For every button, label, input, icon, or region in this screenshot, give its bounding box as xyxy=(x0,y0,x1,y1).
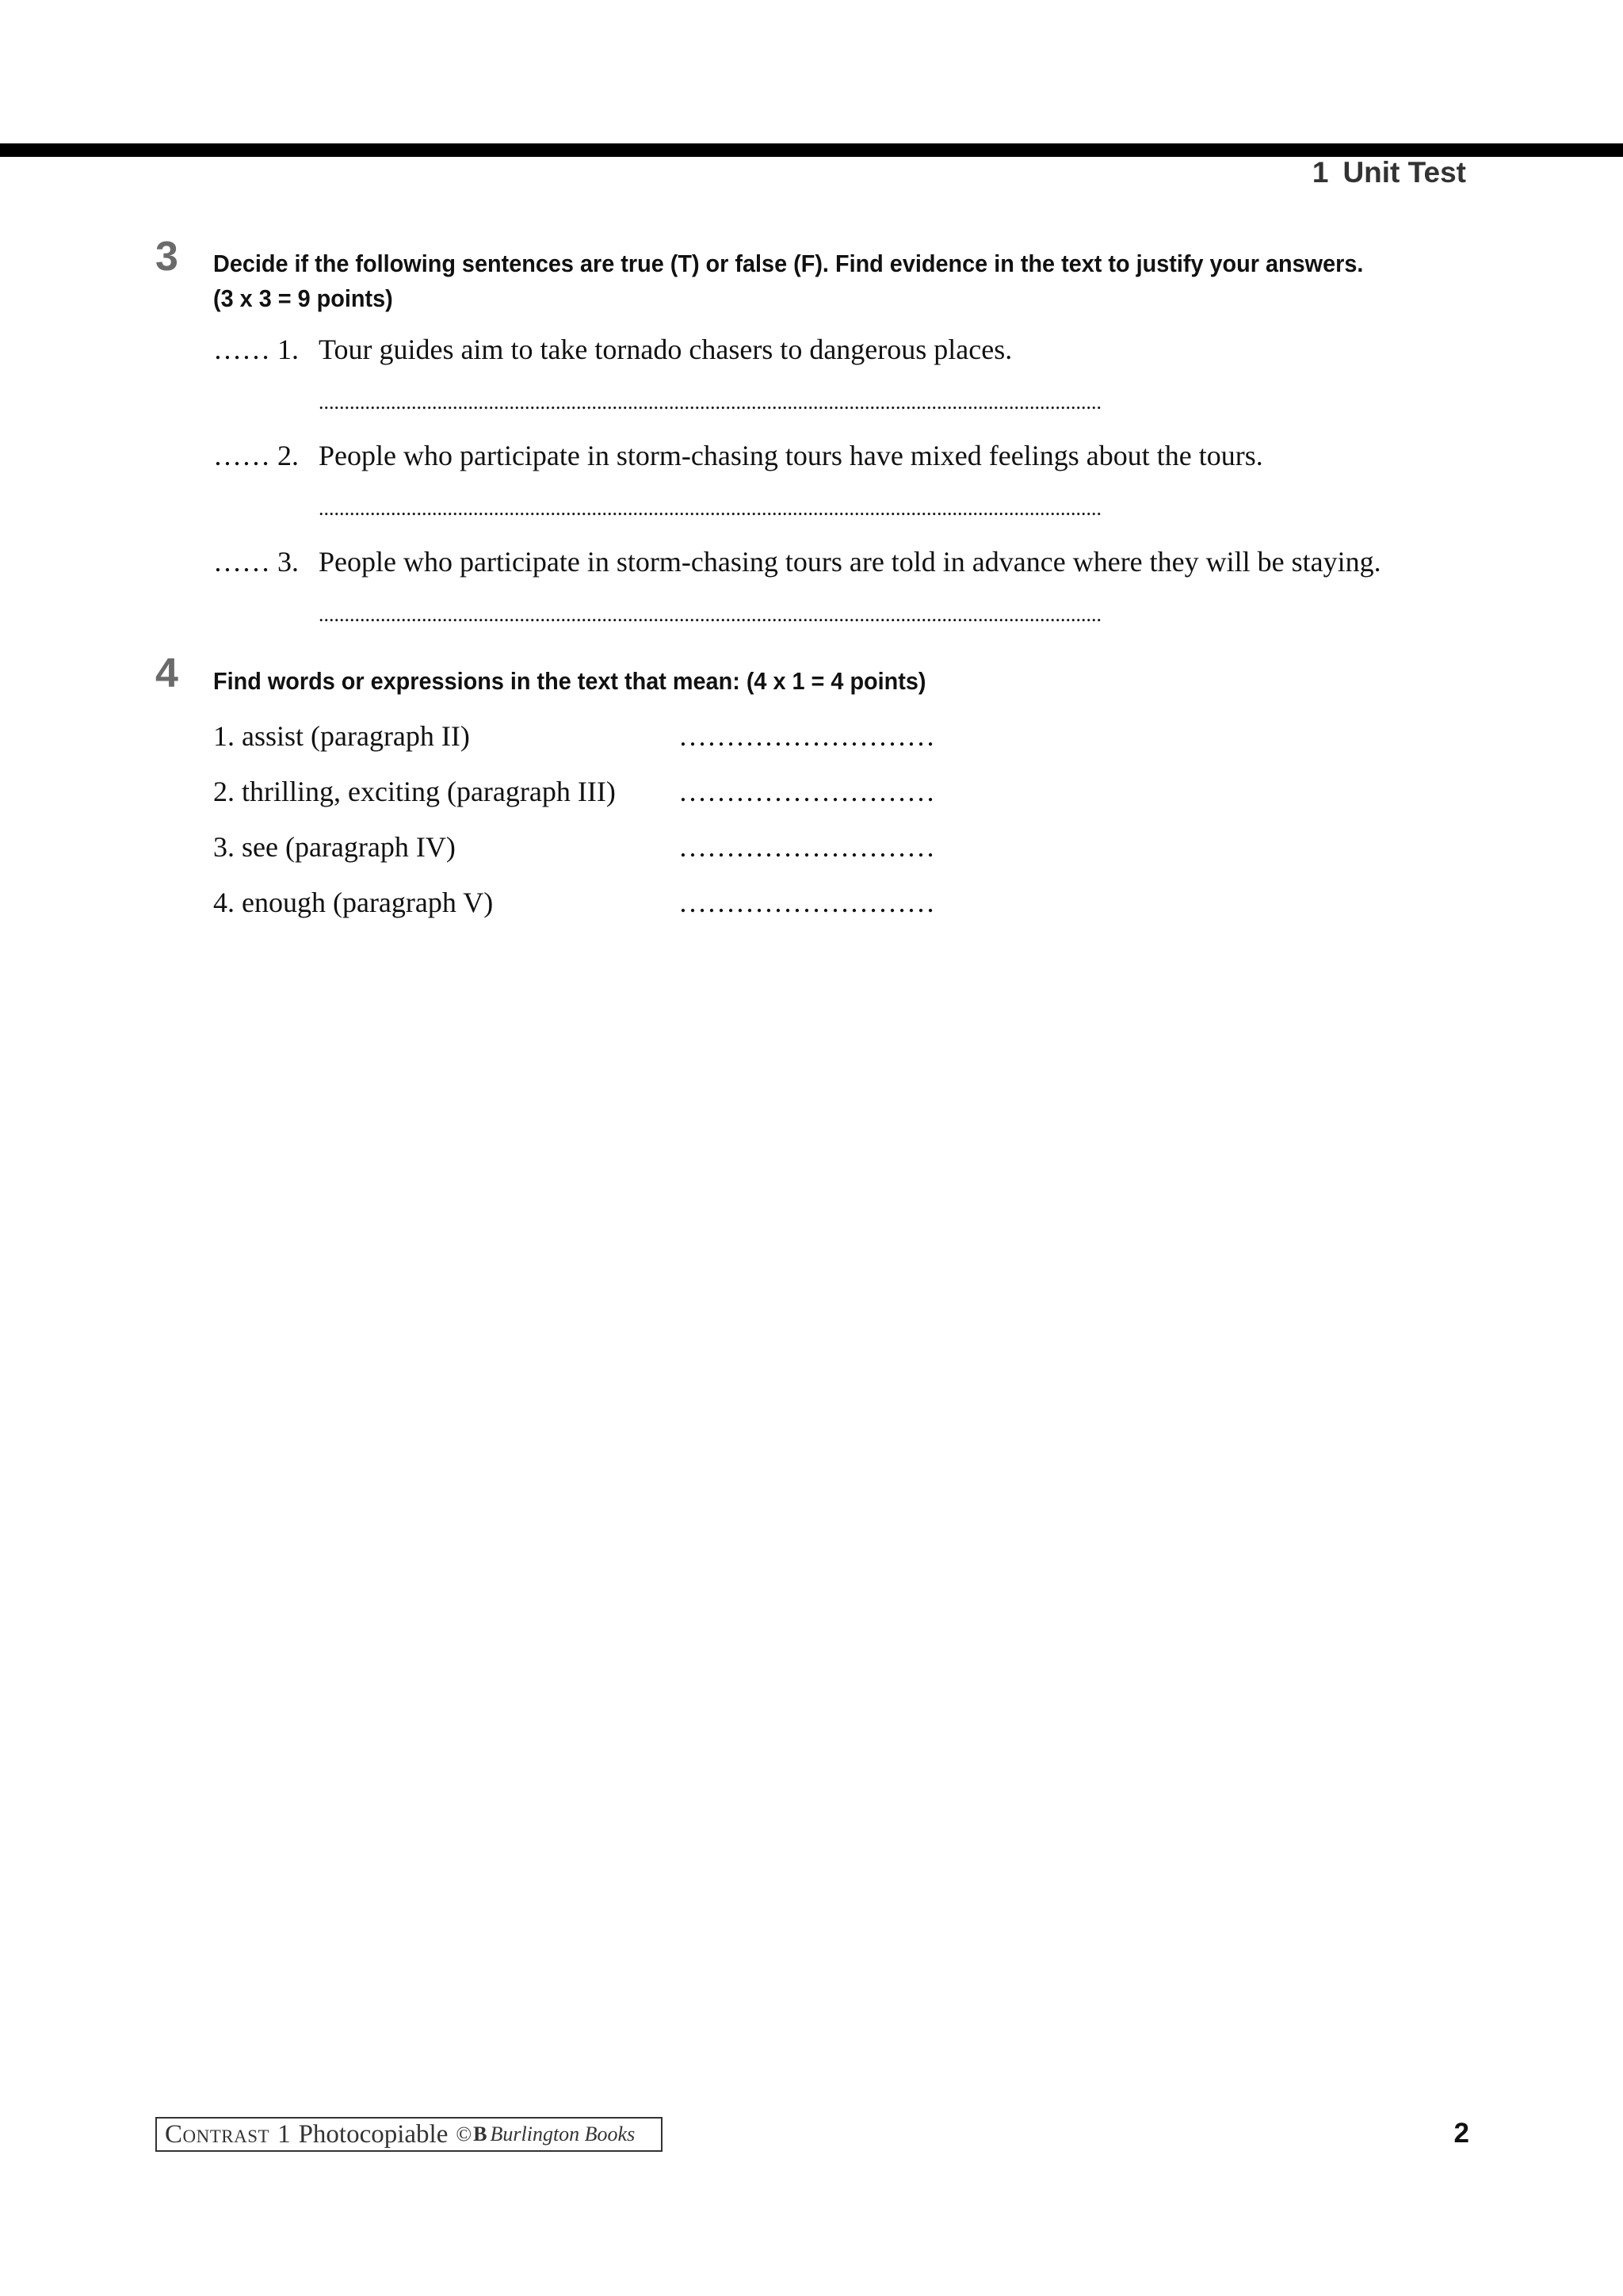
publisher-logo-icon: B xyxy=(473,2122,487,2145)
tf-item-2-text: People who participate in storm-chasing tours have mixed feelings about the tours. xyxy=(319,440,1263,471)
tf-item-3-answer-line[interactable]: ........................................................................................................................................................ xyxy=(319,603,1102,626)
vocab-item-2-answer[interactable]: ……………………… xyxy=(678,776,935,807)
unit-label: Unit Test xyxy=(1342,156,1466,189)
vocab-item-1-answer[interactable]: ……………………… xyxy=(678,720,935,752)
section-4-instruction: Find words or expressions in the text that mean: (4 x 1 = 4 points) xyxy=(213,667,926,695)
footer-level: 1 xyxy=(277,2119,291,2149)
section-3-instruction-line1: Decide if the following sentences are true (T) or false (F). Find evidence in the text to justify your answers. xyxy=(213,250,1364,277)
section-3-number: 3 xyxy=(155,234,178,280)
footer-credit-box xyxy=(155,2117,663,2152)
section-4-number: 4 xyxy=(155,650,178,696)
tf-item-3-text: People who participate in storm-chasing tours are told in advance where they will be staying. xyxy=(319,546,1381,578)
footer-publisher: Burlington Books xyxy=(490,2122,636,2145)
vocab-item-2-label: 2. thrilling, exciting (paragraph III) xyxy=(213,776,616,807)
header-rule xyxy=(0,143,1623,157)
tf-item-1-answer-line[interactable]: ........................................................................................................................................................ xyxy=(319,391,1102,414)
vocab-item-4-answer[interactable]: ……………………… xyxy=(678,887,935,918)
section-3-instruction xyxy=(213,246,1363,316)
tf-item-3-marker[interactable]: …… 3. xyxy=(213,546,299,578)
unit-number: 1 xyxy=(1312,156,1329,189)
section-3-instruction-line2: (3 x 3 = 9 points) xyxy=(213,284,393,312)
vocab-item-3-answer[interactable]: ……………………… xyxy=(678,831,935,863)
footer-copyright-symbol: © xyxy=(456,2122,472,2145)
footer-brand: Contrast xyxy=(165,2119,270,2149)
tf-item-2-answer-line[interactable]: ........................................................................................................................................................ xyxy=(319,497,1102,520)
footer-photocopiable: Photocopiable xyxy=(298,2119,449,2149)
vocab-item-1-label: 1. assist (paragraph II) xyxy=(213,720,470,752)
tf-item-2-marker[interactable]: …… 2. xyxy=(213,440,299,471)
unit-heading xyxy=(1312,156,1466,189)
vocab-item-4-label: 4. enough (paragraph V) xyxy=(213,887,494,918)
page-number: 2 xyxy=(1453,2118,1469,2149)
vocab-item-3-label: 3. see (paragraph IV) xyxy=(213,831,456,863)
tf-item-1-text: Tour guides aim to take tornado chasers to dangerous places. xyxy=(319,334,1013,365)
tf-item-1-marker[interactable]: …… 1. xyxy=(213,334,299,365)
